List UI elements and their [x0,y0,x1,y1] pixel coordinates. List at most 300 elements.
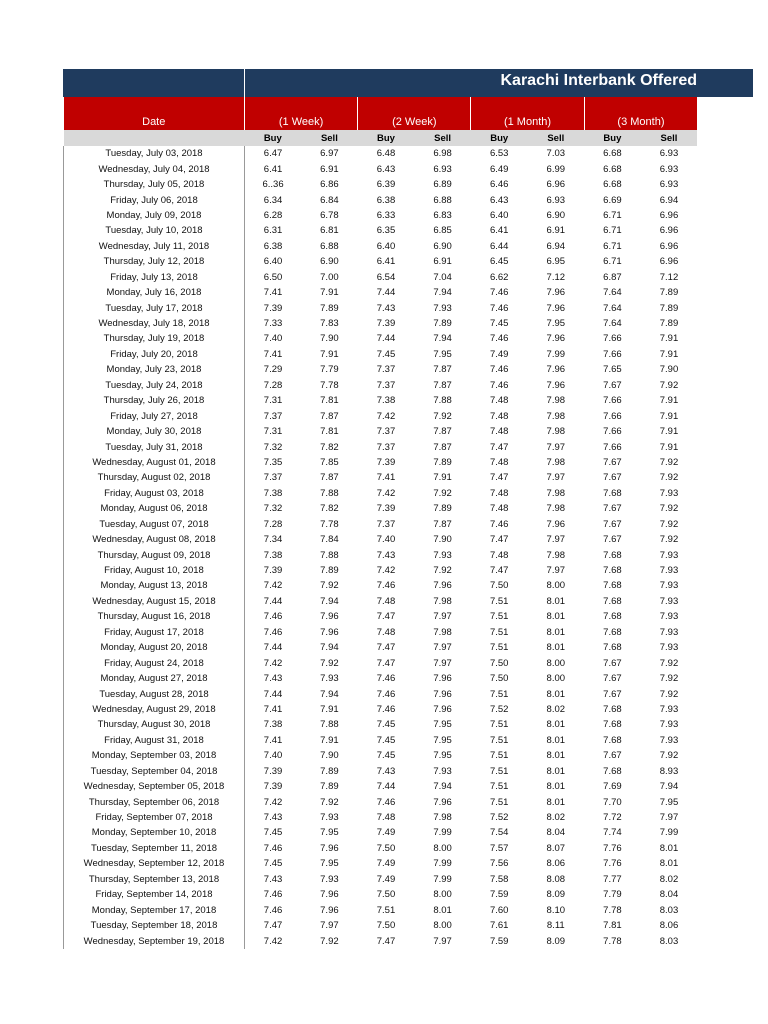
month3-sell-cell: 7.91 [659,348,679,360]
week1-sell-cell: 7.91 [320,734,339,746]
table-row [64,408,698,423]
month1-sell-cell: 8.06 [546,858,566,870]
month3-buy-cell: 7.67 [603,472,622,484]
month3-sell-cell: 6.96 [659,225,679,237]
table-row [64,640,698,655]
table-row [64,146,698,161]
date-cell: Thursday, August 02, 2018 [64,470,245,485]
week2-buy-cell: 6.54 [376,271,396,283]
table-row [64,192,698,207]
date-cell: Monday, July 30, 2018 [64,424,245,439]
table-row [64,717,698,732]
week2-buy-cell: 6.48 [376,148,396,160]
month1-sell-cell: 8.01 [546,642,566,654]
header-row-buy-sell [64,130,698,146]
week1-sell-cell: 7.92 [320,796,339,808]
date-cell: Wednesday, August 29, 2018 [64,702,245,717]
week2-sell-cell: 6.90 [433,240,452,252]
month1-sell-cell: 7.97 [546,534,566,546]
week2-sell-cell: 7.95 [433,348,452,360]
week1-buy-cell: 7.45 [263,858,283,870]
week1-buy-cell: 7.41 [263,734,283,746]
date-cell: Thursday, August 16, 2018 [64,609,245,624]
date-cell: Tuesday, September 11, 2018 [64,841,245,856]
date-cell: Monday, July 16, 2018 [64,285,245,300]
month3-sell-cell: 7.89 [659,287,679,299]
month1-buy-cell: 7.46 [489,333,509,345]
week1-sell-cell: 7.90 [320,750,339,762]
week1-buy-cell: 6..36 [262,179,284,191]
table-row [64,887,698,902]
date-cell: Monday, August 27, 2018 [64,671,245,686]
table-row [64,486,698,501]
week1-buy-cell: 7.46 [263,904,283,916]
month1-buy-cell: 7.47 [489,534,509,546]
week1-sell-cell: 7.94 [320,688,339,700]
date-cell: Friday, September 14, 2018 [64,887,245,902]
date-cell: Wednesday, August 01, 2018 [64,455,245,470]
sub-header-sell: Sell [301,130,358,146]
week2-sell-cell: 7.96 [433,688,452,700]
month3-buy-cell: 7.68 [603,642,622,654]
week1-sell-cell: 7.84 [320,534,339,546]
month1-sell-cell: 8.07 [546,842,566,854]
month3-buy-cell: 7.68 [603,565,622,577]
week1-buy-cell: 6.28 [263,209,283,221]
month1-buy-cell: 6.41 [489,225,509,237]
week2-sell-cell: 7.93 [433,302,452,314]
month1-buy-cell: 6.62 [489,271,509,283]
month1-buy-cell: 7.59 [489,935,509,947]
week2-sell-cell: 7.87 [433,379,452,391]
week1-buy-cell: 6.41 [263,163,283,175]
week1-buy-cell: 7.44 [263,642,283,654]
date-cell: Friday, August 17, 2018 [64,625,245,640]
week2-sell-cell: 7.95 [433,734,452,746]
date-cell: Monday, July 23, 2018 [64,362,245,377]
table-row [64,177,698,192]
week1-buy-cell: 7.37 [263,410,283,422]
month3-sell-cell: 6.96 [659,240,679,252]
month3-sell-cell: 7.93 [659,642,679,654]
week1-buy-cell: 7.42 [263,796,283,808]
week1-sell-cell: 7.89 [320,565,339,577]
table-row [64,285,698,300]
week1-buy-cell: 7.43 [263,673,283,685]
table-row [64,686,698,701]
month1-sell-cell: 7.98 [546,395,566,407]
month1-buy-cell: 7.51 [489,765,509,777]
date-cell: Monday, August 06, 2018 [64,501,245,516]
week1-sell-cell: 7.92 [320,935,339,947]
month1-buy-cell: 7.51 [489,796,509,808]
week1-sell-cell: 7.94 [320,595,339,607]
week1-sell-cell: 7.83 [320,318,339,330]
table-row [64,455,698,470]
month3-sell-cell: 7.92 [659,688,679,700]
week2-buy-cell: 7.50 [376,842,396,854]
month1-sell-cell: 8.09 [546,935,566,947]
week2-sell-cell: 7.87 [433,518,452,530]
week1-buy-cell: 7.38 [263,549,283,561]
week1-buy-cell: 7.38 [263,487,283,499]
week2-sell-cell: 7.92 [433,410,452,422]
table-row [64,810,698,825]
month1-buy-cell: 6.46 [489,179,509,191]
week1-sell-cell: 7.96 [320,626,339,638]
week1-sell-cell: 6.97 [320,148,339,160]
week1-buy-cell: 7.37 [263,472,283,484]
week1-sell-cell: 7.93 [320,812,339,824]
week2-buy-cell: 7.39 [376,456,396,468]
table-row [64,856,698,871]
date-cell: Friday, July 20, 2018 [64,347,245,362]
week2-buy-cell: 7.41 [376,472,396,484]
week2-buy-cell: 7.45 [376,750,396,762]
month3-buy-cell: 7.77 [603,873,622,885]
month3-buy-cell: 7.74 [603,827,622,839]
date-header: Date [64,97,245,130]
month1-buy-cell: 6.45 [489,256,509,268]
table-row [64,393,698,408]
date-cell: Tuesday, September 18, 2018 [64,918,245,933]
month3-sell-cell: 7.92 [659,534,679,546]
week1-buy-cell: 7.38 [263,719,283,731]
month3-buy-cell: 7.76 [603,858,622,870]
week1-sell-cell: 7.81 [320,395,339,407]
week2-sell-cell: 7.95 [433,719,452,731]
month1-buy-cell: 6.44 [489,240,509,252]
month3-sell-cell: 8.01 [659,842,679,854]
date-cell: Wednesday, July 11, 2018 [64,239,245,254]
month3-sell-cell: 7.92 [659,456,679,468]
table-row [64,655,698,670]
sub-header-blank [64,130,245,146]
month3-sell-cell: 6.93 [659,179,679,191]
table-row [64,733,698,748]
week2-sell-cell: 6.98 [433,148,452,160]
week2-buy-cell: 7.49 [376,873,396,885]
month1-buy-cell: 7.51 [489,688,509,700]
date-cell: Thursday, August 09, 2018 [64,547,245,562]
date-cell: Wednesday, September 05, 2018 [64,779,245,794]
table-row [64,609,698,624]
month1-sell-cell: 7.98 [546,487,566,499]
month3-buy-cell: 7.67 [603,379,622,391]
month1-buy-cell: 7.47 [489,441,509,453]
week1-sell-cell: 7.88 [320,487,339,499]
week1-buy-cell: 6.34 [263,194,283,206]
month3-buy-cell: 7.69 [603,781,622,793]
table-row [64,841,698,856]
week1-sell-cell: 7.89 [320,765,339,777]
month1-buy-cell: 7.52 [489,703,509,715]
week2-sell-cell: 7.98 [433,595,452,607]
month3-buy-cell: 7.79 [603,889,622,901]
month1-sell-cell: 7.95 [546,318,566,330]
week1-buy-cell: 7.43 [263,873,283,885]
month3-buy-cell: 7.67 [603,657,622,669]
table-row [64,378,698,393]
week1-buy-cell: 7.40 [263,333,283,345]
week2-sell-cell: 7.94 [433,287,452,299]
month1-sell-cell: 8.01 [546,781,566,793]
table-row [64,764,698,779]
month1-sell-cell: 7.98 [546,456,566,468]
month3-sell-cell: 7.93 [659,719,679,731]
month3-buy-cell: 7.78 [603,904,622,916]
date-cell: Wednesday, September 19, 2018 [64,933,245,948]
week1-sell-cell: 7.91 [320,703,339,715]
week1-buy-cell: 7.46 [263,842,283,854]
week2-sell-cell: 7.89 [433,503,452,515]
week2-sell-cell: 7.87 [433,441,452,453]
week1-buy-cell: 7.41 [263,703,283,715]
month1-sell-cell: 8.08 [546,873,566,885]
week1-buy-cell: 7.31 [263,395,283,407]
month1-sell-cell: 8.01 [546,719,566,731]
month1-buy-cell: 7.47 [489,565,509,577]
month1-sell-cell: 6.91 [546,225,566,237]
week2-sell-cell: 8.00 [433,842,452,854]
month1-sell-cell: 8.10 [546,904,566,916]
week2-buy-cell: 7.47 [376,935,396,947]
week2-sell-cell: 7.95 [433,750,452,762]
week2-sell-cell: 7.87 [433,426,452,438]
week1-buy-cell: 6.38 [263,240,283,252]
table-row [64,702,698,717]
week1-buy-cell: 7.29 [263,364,283,376]
date-cell: Thursday, July 12, 2018 [64,254,245,269]
month1-buy-cell: 7.57 [489,842,509,854]
week2-buy-cell: 6.41 [376,256,396,268]
month3-sell-cell: 7.92 [659,657,679,669]
month1-sell-cell: 8.01 [546,595,566,607]
table-row [64,779,698,794]
week1-buy-cell: 6.50 [263,271,283,283]
week1-sell-cell: 7.88 [320,719,339,731]
week2-buy-cell: 7.49 [376,827,396,839]
month1-buy-cell: 7.52 [489,812,509,824]
week1-buy-cell: 7.34 [263,534,283,546]
week2-sell-cell: 7.91 [433,472,452,484]
week2-buy-cell: 6.33 [376,209,396,221]
month3-sell-cell: 7.94 [659,781,679,793]
table-body [64,146,698,949]
month1-sell-cell: 8.00 [546,657,566,669]
table-row [64,902,698,917]
month3-sell-cell: 7.12 [659,271,679,283]
week2-buy-cell: 7.39 [376,318,396,330]
month1-sell-cell: 7.98 [546,426,566,438]
week2-buy-cell: 6.39 [376,179,396,191]
month3-buy-cell: 7.66 [603,395,622,407]
date-cell: Wednesday, August 08, 2018 [64,532,245,547]
month3-buy-cell: 7.68 [603,719,622,731]
date-cell: Friday, July 13, 2018 [64,270,245,285]
table-row [64,239,698,254]
month3-buy-cell: 7.72 [603,812,622,824]
date-cell: Thursday, July 05, 2018 [64,177,245,192]
week1-buy-cell: 7.44 [263,595,283,607]
week2-sell-cell: 7.97 [433,657,452,669]
month3-sell-cell: 7.95 [659,796,679,808]
date-cell: Monday, August 13, 2018 [64,578,245,593]
week2-buy-cell: 7.37 [376,441,396,453]
week2-buy-cell: 7.46 [376,796,396,808]
date-cell: Wednesday, August 15, 2018 [64,594,245,609]
week1-sell-cell: 7.89 [320,302,339,314]
week2-buy-cell: 7.43 [376,765,396,777]
date-cell: Tuesday, August 28, 2018 [64,686,245,701]
month1-sell-cell: 7.98 [546,549,566,561]
month1-sell-cell: 8.01 [546,765,566,777]
date-cell: Wednesday, September 12, 2018 [64,856,245,871]
month3-sell-cell: 6.93 [659,148,679,160]
month1-buy-cell: 6.53 [489,148,509,160]
week1-buy-cell: 7.42 [263,580,283,592]
week1-sell-cell: 6.86 [320,179,339,191]
week2-buy-cell: 7.44 [376,333,396,345]
date-cell: Friday, August 03, 2018 [64,486,245,501]
week1-sell-cell: 7.92 [320,580,339,592]
month1-buy-cell: 7.50 [489,673,509,685]
table-row [64,563,698,578]
week1-sell-cell: 7.90 [320,333,339,345]
month3-buy-cell: 7.67 [603,456,622,468]
month1-buy-cell: 7.48 [489,410,509,422]
month3-sell-cell: 7.90 [659,364,679,376]
table-row [64,223,698,238]
week2-sell-cell: 6.89 [433,179,452,191]
week1-buy-cell: 7.39 [263,781,283,793]
month3-sell-cell: 8.03 [659,904,679,916]
month1-sell-cell: 7.96 [546,302,566,314]
week1-sell-cell: 7.78 [320,518,339,530]
month1-sell-cell: 7.97 [546,441,566,453]
month1-buy-cell: 6.49 [489,163,509,175]
month3-sell-cell: 7.91 [659,441,679,453]
week2-sell-cell: 6.88 [433,194,452,206]
week1-buy-cell: 7.39 [263,302,283,314]
month1-buy-cell: 7.49 [489,348,509,360]
week1-buy-cell: 7.41 [263,287,283,299]
month3-buy-cell: 7.65 [603,364,622,376]
week1-buy-cell: 7.45 [263,827,283,839]
table-row [64,300,698,315]
month3-buy-cell: 7.64 [603,318,622,330]
sub-header-sell: Sell [641,130,698,146]
date-cell: Tuesday, July 24, 2018 [64,378,245,393]
date-cell: Thursday, September 06, 2018 [64,794,245,809]
month3-buy-cell: 7.68 [603,626,622,638]
week2-buy-cell: 6.43 [376,163,396,175]
week1-buy-cell: 6.40 [263,256,283,268]
week1-sell-cell: 7.87 [320,410,339,422]
month3-buy-cell: 7.66 [603,348,622,360]
week1-buy-cell: 7.31 [263,426,283,438]
week1-sell-cell: 7.97 [320,920,339,932]
week2-buy-cell: 7.42 [376,565,396,577]
table-row [64,362,698,377]
week2-buy-cell: 7.40 [376,534,396,546]
month1-buy-cell: 7.48 [489,395,509,407]
sub-header-buy: Buy [358,130,415,146]
month1-buy-cell: 7.48 [489,503,509,515]
week2-sell-cell: 7.97 [433,935,452,947]
week2-buy-cell: 7.48 [376,812,396,824]
week1-sell-cell: 7.91 [320,348,339,360]
week2-sell-cell: 7.97 [433,611,452,623]
month1-sell-cell: 6.93 [546,194,566,206]
week2-buy-cell: 7.38 [376,395,396,407]
rates-document [63,69,753,949]
month3-sell-cell: 8.01 [659,858,679,870]
month3-sell-cell: 7.93 [659,611,679,623]
month1-sell-cell: 8.01 [546,611,566,623]
date-cell: Monday, September 10, 2018 [64,825,245,840]
week1-sell-cell: 7.96 [320,611,339,623]
table-row [64,532,698,547]
week2-buy-cell: 7.39 [376,503,396,515]
month1-buy-cell: 7.50 [489,657,509,669]
month3-buy-cell: 7.67 [603,534,622,546]
month3-sell-cell: 7.92 [659,673,679,685]
month3-sell-cell: 7.93 [659,626,679,638]
week1-buy-cell: 6.31 [263,225,283,237]
week1-sell-cell: 7.82 [320,441,339,453]
month3-buy-cell: 6.71 [603,225,622,237]
table-row [64,208,698,223]
month1-buy-cell: 7.58 [489,873,509,885]
month1-sell-cell: 7.98 [546,410,566,422]
month1-buy-cell: 7.51 [489,642,509,654]
week1-buy-cell: 7.35 [263,456,283,468]
kibor-rates-table [63,97,697,949]
week2-sell-cell: 7.92 [433,487,452,499]
month3-sell-cell: 7.93 [659,734,679,746]
group-header-3-month: (3 Month) [584,97,697,130]
month3-buy-cell: 6.68 [603,148,622,160]
week1-buy-cell: 7.43 [263,812,283,824]
week1-sell-cell: 7.93 [320,673,339,685]
month1-buy-cell: 7.46 [489,379,509,391]
table-row [64,270,698,285]
month1-sell-cell: 8.02 [546,812,566,824]
month3-buy-cell: 7.78 [603,935,622,947]
month3-buy-cell: 7.68 [603,595,622,607]
month1-buy-cell: 7.48 [489,456,509,468]
table-row [64,933,698,948]
month1-sell-cell: 8.00 [546,673,566,685]
table-row [64,578,698,593]
sub-header-buy: Buy [471,130,528,146]
date-cell: Thursday, September 13, 2018 [64,872,245,887]
month3-buy-cell: 7.68 [603,549,622,561]
week1-buy-cell: 7.46 [263,626,283,638]
month3-buy-cell: 7.70 [603,796,622,808]
week2-buy-cell: 7.50 [376,889,396,901]
month3-sell-cell: 7.93 [659,595,679,607]
month3-sell-cell: 7.91 [659,426,679,438]
month3-buy-cell: 7.68 [603,580,622,592]
week2-sell-cell: 8.00 [433,920,452,932]
week2-sell-cell: 7.93 [433,765,452,777]
date-cell: Thursday, July 19, 2018 [64,331,245,346]
week2-buy-cell: 7.46 [376,703,396,715]
month1-sell-cell: 7.96 [546,333,566,345]
month1-sell-cell: 8.04 [546,827,566,839]
